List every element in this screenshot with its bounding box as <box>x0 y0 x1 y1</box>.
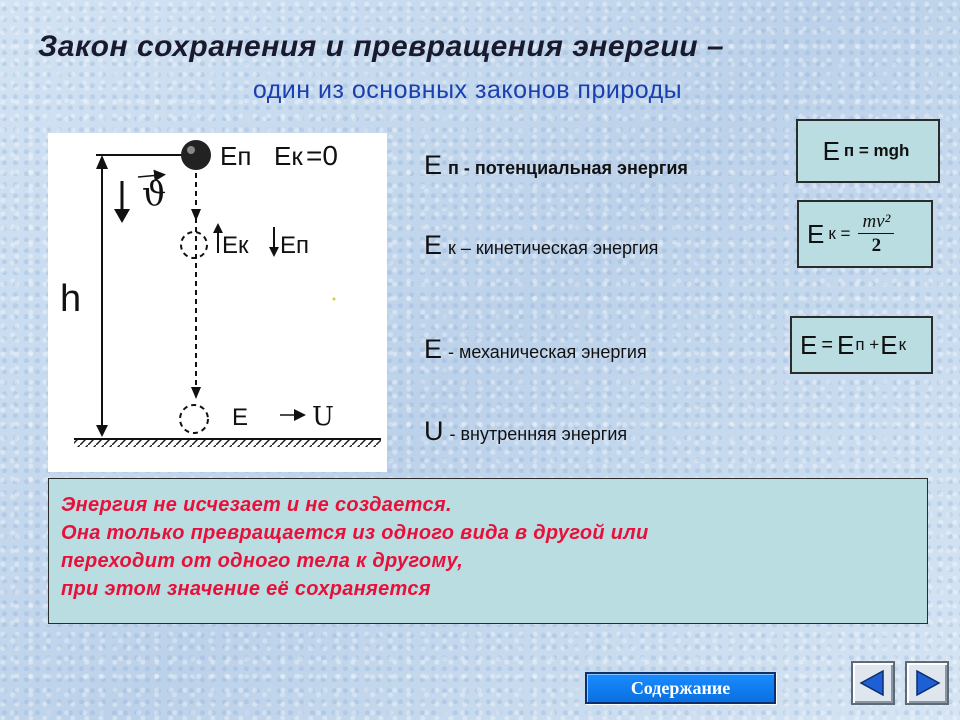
formula-eq: = <box>821 333 834 356</box>
formula-potential <box>796 119 940 183</box>
formula-mechanical <box>790 316 933 374</box>
formula-p: п + <box>855 335 880 354</box>
definition-mechanical <box>424 334 647 365</box>
label-ep-mid: Еп <box>280 232 310 259</box>
label-velocity: ϑ <box>142 174 167 214</box>
formula-sub: к = <box>828 224 851 243</box>
statement-line: при этом значение её сохраняется <box>61 578 431 600</box>
statement-line: переходит от одного тела к другому, <box>61 550 464 572</box>
label-ek-top: Ек <box>274 141 303 171</box>
definition-text: к – кинетическая энергия <box>448 238 659 258</box>
label-height: h <box>60 278 82 320</box>
formula-rest: п = mgh <box>843 141 910 160</box>
ground-hatch <box>74 440 381 447</box>
definition-text: - внутренняя энергия <box>449 424 628 444</box>
fraction-numerator: mv² <box>858 211 894 234</box>
falling-ball-diagram <box>48 133 387 472</box>
definition-symbol: Е <box>424 230 443 260</box>
label-ep-top: Еп <box>220 141 252 171</box>
contents-button[interactable]: Содержание <box>585 672 776 704</box>
definition-text: - механическая энергия <box>448 342 647 362</box>
ball-bottom <box>180 405 208 433</box>
formula-e3: Е <box>880 329 898 360</box>
definition-potential <box>424 150 688 181</box>
fraction-denominator: 2 <box>871 234 882 256</box>
definition-text: п - потенциальная энергия <box>448 158 688 178</box>
conservation-statement <box>48 478 928 624</box>
formula-kinetic <box>797 200 933 268</box>
triangle-right-icon <box>911 667 943 699</box>
page-subtitle: один из основных законов природы <box>252 76 683 104</box>
formula-e: Е <box>822 135 840 166</box>
definition-symbol: Е <box>424 334 443 364</box>
formula-e2: Е <box>837 329 855 360</box>
statement-line: Она только превращается из одного вида в другой или <box>61 522 649 544</box>
page-title: Закон сохранения и превращения энергии – <box>38 30 725 63</box>
ball-top <box>181 140 211 170</box>
diagram-canvas <box>48 133 387 472</box>
label-ek-mid: Ек <box>222 232 249 259</box>
prev-slide-button[interactable] <box>851 661 895 705</box>
label-e-bottom: Е <box>232 404 249 431</box>
next-slide-button[interactable] <box>905 661 949 705</box>
definition-internal <box>424 416 627 447</box>
statement-line: Энергия не исчезает и не создается. <box>61 494 452 516</box>
triangle-left-icon <box>857 667 889 699</box>
definition-symbol: U <box>424 416 444 446</box>
formula-e: Е <box>800 329 818 360</box>
label-zero-top: =0 <box>306 140 338 171</box>
definition-symbol: Е <box>424 150 443 180</box>
ball-middle <box>181 232 207 258</box>
formula-e: Е <box>807 218 825 249</box>
fraction <box>858 211 894 258</box>
label-u-bottom: U <box>312 402 334 432</box>
formula-k: к <box>898 335 907 354</box>
definition-kinetic <box>424 230 658 261</box>
